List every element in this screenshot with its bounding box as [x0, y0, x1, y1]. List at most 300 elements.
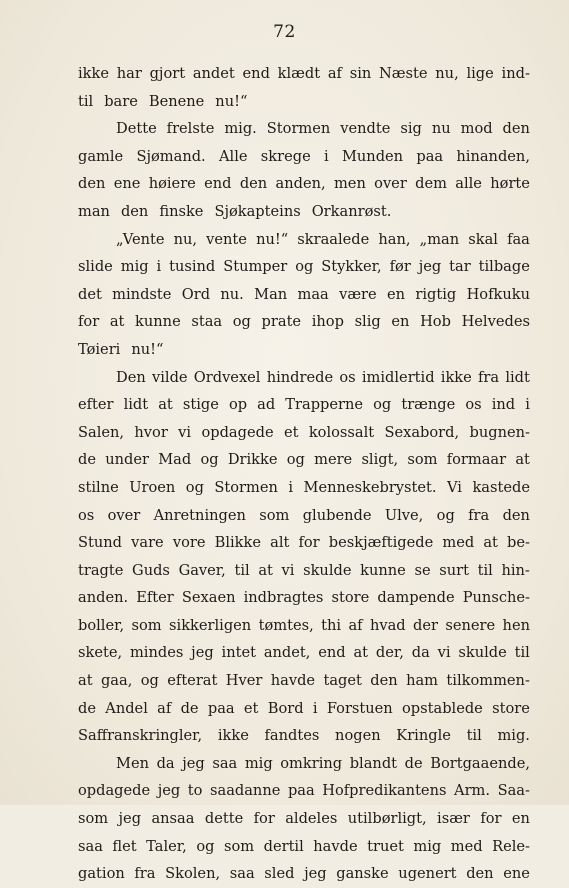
word: gation [78, 865, 125, 883]
word: sikkerligen [169, 616, 252, 634]
text-line [78, 88, 530, 116]
word: ihop [311, 313, 344, 331]
text-line [78, 833, 530, 861]
word: Punsche- [462, 589, 530, 607]
word: høiere [148, 175, 196, 193]
word: fandtes [264, 727, 320, 745]
word: mig. [497, 727, 530, 745]
word: mig [413, 837, 442, 855]
word: Kringle [396, 727, 451, 745]
word: nu!“ [215, 92, 248, 110]
text-line [78, 364, 530, 392]
word: vilde [151, 368, 188, 386]
word: surt [439, 561, 469, 579]
word: vi [281, 561, 295, 579]
word: og [185, 478, 204, 496]
word: i [156, 258, 162, 276]
word: nu, [435, 65, 459, 82]
word: som [131, 616, 162, 634]
word: Menneskebrystet. [303, 478, 437, 496]
word: mig. [224, 120, 257, 138]
word: gaa, [100, 672, 133, 690]
word: den [502, 506, 530, 524]
word: for [78, 313, 100, 331]
word: til [514, 644, 530, 662]
word: vente [206, 230, 247, 248]
word: man [78, 202, 110, 220]
word: fra [478, 368, 500, 386]
word: at [258, 561, 273, 579]
word: beskjæftigede [328, 534, 434, 552]
word: bare [104, 92, 138, 110]
text-line [78, 115, 530, 143]
word: sligt, [361, 451, 399, 469]
word: Benene [148, 92, 205, 110]
word: ham [406, 672, 439, 690]
word: under [105, 451, 149, 469]
word: senere [445, 616, 496, 634]
word: hin- [501, 561, 530, 579]
text-line [78, 502, 530, 530]
text-line [78, 308, 530, 336]
word: thi [321, 616, 342, 634]
word: Dette [116, 120, 157, 138]
word: Sexaen [181, 589, 236, 607]
word: hørte [490, 175, 530, 193]
word: skraalede [297, 230, 370, 248]
word: jeg [304, 865, 327, 883]
word: de [404, 754, 423, 772]
word: kunne [135, 313, 181, 331]
word: Gaver, [178, 561, 226, 579]
word: taget [323, 672, 362, 690]
word: omkring [280, 754, 343, 772]
word: af [348, 616, 363, 634]
text-line [78, 529, 530, 557]
word: jeg [418, 258, 442, 276]
word: tar [449, 258, 471, 276]
word: som [407, 451, 438, 469]
word: at [109, 313, 125, 331]
text-line [78, 391, 530, 419]
word: saadanne [210, 782, 281, 800]
word: ikke [78, 65, 109, 82]
word: dette [204, 810, 244, 828]
text-line [78, 612, 530, 640]
word: for [253, 810, 275, 828]
word: Bord [267, 699, 304, 717]
word: Vi [447, 478, 462, 496]
word: kunne [360, 561, 406, 579]
word: Drikke [227, 451, 278, 469]
word: et [283, 423, 299, 441]
word: til [477, 561, 493, 579]
word: jeg [191, 644, 214, 662]
word: aldeles [285, 810, 338, 828]
word: et [243, 699, 259, 717]
word: Men [116, 754, 149, 772]
word: der, [375, 644, 404, 662]
word: vare [131, 534, 164, 552]
word: Stykker, [321, 258, 382, 276]
word: den [370, 672, 398, 690]
word: Orkanrøst. [311, 202, 392, 220]
word: Stund [78, 534, 123, 552]
word: Ulve, [384, 506, 424, 524]
word: for [480, 810, 502, 828]
word: hen [502, 616, 530, 634]
word: vore [172, 534, 206, 552]
word: imidlertid [361, 368, 435, 386]
word: Saffranskringler, [78, 727, 203, 745]
word: skulde [458, 644, 507, 662]
text-line [78, 170, 530, 198]
word: med [450, 837, 483, 855]
word: Hver [225, 672, 263, 690]
word: hvor [134, 423, 168, 441]
word: fra [468, 506, 490, 524]
word: „Vente [116, 230, 165, 248]
word: maa [297, 285, 329, 303]
word: „man [419, 230, 460, 248]
word: trænge [401, 396, 456, 414]
word: mindste [112, 285, 172, 303]
word: og [232, 313, 251, 331]
word: Mad [158, 451, 192, 469]
word: Forstuen [326, 699, 393, 717]
word: slide [78, 258, 113, 276]
word: ikke [217, 727, 249, 745]
word: i [525, 396, 530, 414]
word: en [387, 285, 406, 303]
word: Helvedes [461, 313, 530, 331]
word: vi [437, 644, 451, 662]
word: Stormen [266, 120, 331, 138]
word: skete, [78, 644, 123, 662]
word: Sjømand. [136, 147, 206, 165]
word: Sjøkapteins [214, 202, 301, 220]
word: nu. [220, 285, 244, 303]
word: Ord [181, 285, 211, 303]
word: store [331, 589, 370, 607]
word: skal [468, 230, 498, 248]
word: kastede [472, 478, 530, 496]
word: som [78, 810, 109, 828]
word: vi [178, 423, 192, 441]
word: nogen [335, 727, 381, 745]
word: truet [367, 837, 404, 855]
word: Man [254, 285, 288, 303]
text-line [78, 860, 530, 888]
word: to [187, 782, 203, 800]
word: være [339, 285, 377, 303]
word: tømtes, [258, 616, 314, 634]
word: Munden [341, 147, 404, 165]
word: Alle [218, 147, 248, 165]
word: paa [416, 147, 444, 165]
text-line [78, 722, 530, 750]
word: over [374, 175, 407, 193]
word: ind- [501, 65, 530, 82]
word: den [466, 865, 494, 883]
word: til [234, 561, 250, 579]
text-line [78, 805, 530, 833]
word: mig [120, 258, 149, 276]
word: op [228, 396, 248, 414]
word: faa [507, 230, 530, 248]
word: at [158, 396, 173, 414]
word: saa [78, 837, 103, 855]
word: os [465, 396, 482, 414]
word: efter [78, 396, 114, 414]
word: saa [212, 754, 238, 772]
word: men [333, 175, 366, 193]
word: dampende [377, 589, 455, 607]
word: de [78, 451, 96, 469]
text-line [78, 557, 530, 585]
word: en [511, 810, 530, 828]
word: boller, [78, 616, 125, 634]
word: finske [159, 202, 204, 220]
text-line [78, 226, 530, 254]
word: ad [257, 396, 276, 414]
word: og [436, 506, 455, 524]
word: lidt [123, 396, 149, 414]
text-line [78, 60, 530, 88]
word: en [391, 313, 410, 331]
word: Hob [420, 313, 451, 331]
word: skulde [303, 561, 352, 579]
word: tilbage [478, 258, 530, 276]
word: efterat [167, 672, 218, 690]
word: sig [400, 120, 422, 138]
word: af [327, 65, 342, 82]
word: hvad [369, 616, 406, 634]
word: Rele- [492, 837, 530, 855]
word: alle [455, 175, 482, 193]
word: ene [503, 865, 530, 883]
word: frelste [166, 120, 215, 138]
word: dertil [263, 837, 304, 855]
word: ansaa [151, 810, 195, 828]
word: utilbørligt, [347, 810, 427, 828]
text-line [78, 419, 530, 447]
word: Hofpredikantens [322, 782, 447, 800]
word: nu, [173, 230, 198, 248]
word: flet [112, 837, 137, 855]
word: Guds [132, 561, 170, 579]
word: nu!“ [256, 230, 289, 248]
word: stilne [78, 478, 119, 496]
word: Den [116, 368, 146, 386]
text-line [78, 695, 530, 723]
word: der [413, 616, 438, 634]
word: end [318, 644, 346, 662]
word: især [437, 810, 470, 828]
text-line [78, 446, 530, 474]
word: og [373, 396, 392, 414]
word: Stumper [223, 258, 288, 276]
word: staa [191, 313, 223, 331]
word: jeg [182, 754, 205, 772]
word: det [78, 285, 102, 303]
word: se [414, 561, 431, 579]
word: lidt [505, 368, 530, 386]
word: paa [287, 782, 315, 800]
word: hindrede [266, 368, 334, 386]
word: saa [229, 865, 255, 883]
word: ugenert [398, 865, 457, 883]
word: gamle [78, 147, 124, 165]
word: og [286, 451, 305, 469]
word: gjort [149, 65, 186, 82]
word: dem [415, 175, 447, 193]
word: over [107, 506, 141, 524]
word: os [339, 368, 356, 386]
text-line [78, 336, 530, 364]
word: prate [261, 313, 302, 331]
word: intet [221, 644, 256, 662]
word: ikke [440, 368, 472, 386]
word: af [157, 699, 172, 717]
word: i [324, 147, 329, 165]
word: opdagede [201, 423, 274, 441]
word: jeg [118, 810, 142, 828]
word: de [180, 699, 199, 717]
word: blandt [349, 754, 398, 772]
body-text [78, 60, 530, 888]
word: skrege [260, 147, 311, 165]
word: Salen, [78, 423, 125, 441]
word: Saa- [497, 782, 530, 800]
page-number: 72 [273, 22, 296, 42]
word: hinanden, [456, 147, 530, 165]
word: til [78, 92, 94, 110]
text-line [78, 198, 530, 226]
word: indbragtes [243, 589, 324, 607]
word: Trapperne [285, 396, 364, 414]
word: paa [207, 699, 235, 717]
word: Anretningen [153, 506, 246, 524]
word: at [483, 534, 498, 552]
word: klædt [277, 65, 321, 82]
word: vendte [340, 120, 391, 138]
word: opdagede [78, 782, 151, 800]
word: end [204, 175, 232, 193]
word: nu [431, 120, 451, 138]
word: som [223, 837, 255, 855]
text-line [78, 777, 530, 805]
text-line [78, 667, 530, 695]
word: i [312, 699, 318, 717]
word: og [295, 258, 314, 276]
word: den [120, 202, 149, 220]
word: Tøieri [78, 340, 121, 358]
word: andet [192, 65, 235, 82]
word: Ordvexel [193, 368, 261, 386]
word: i [288, 478, 294, 496]
word: jeg [157, 782, 181, 800]
word: mindes [129, 644, 184, 662]
word: anden. [78, 589, 129, 607]
word: Blikke [214, 534, 261, 552]
word: tilkommen- [446, 672, 530, 690]
word: Stormen [214, 478, 278, 496]
word: den [502, 120, 530, 138]
word: de [78, 699, 96, 717]
word: har [116, 65, 142, 82]
word: havde [270, 672, 316, 690]
word: mig [244, 754, 273, 772]
word: tragte [78, 561, 124, 579]
word: ene [113, 175, 141, 193]
word: formaar [446, 451, 507, 469]
word: han, [378, 230, 411, 248]
text-line [78, 281, 530, 309]
word: Næste [379, 65, 428, 82]
word: store [492, 699, 530, 717]
word: og [140, 672, 159, 690]
word: Sexabord, [384, 423, 460, 441]
word: da [411, 644, 430, 662]
word: Uroen [129, 478, 176, 496]
word: sled [264, 865, 295, 883]
word: som [259, 506, 290, 524]
word: glubende [302, 506, 372, 524]
text-line [78, 584, 530, 612]
word: stige [182, 396, 219, 414]
word: den [78, 175, 106, 193]
word: bugnen- [469, 423, 530, 441]
word: Skolen, [165, 865, 221, 883]
word: end [242, 65, 270, 82]
word: Efter [136, 589, 174, 607]
word: opstablede [402, 699, 483, 717]
word: sin [349, 65, 372, 82]
word: for [298, 534, 320, 552]
word: og [196, 837, 215, 855]
word: Hofkuku [466, 285, 530, 303]
word: anden, [275, 175, 326, 193]
word: ganske [336, 865, 389, 883]
word: andet, [263, 644, 311, 662]
word: Arm. [454, 782, 491, 800]
word: tusind [169, 258, 216, 276]
text-line [78, 639, 530, 667]
word: at [515, 451, 530, 469]
text-line [78, 143, 530, 171]
word: ind [491, 396, 516, 414]
word: til [466, 727, 482, 745]
word: havde [313, 837, 358, 855]
text-line [78, 253, 530, 281]
text-line [78, 750, 530, 778]
word: da [156, 754, 175, 772]
word: og [200, 451, 219, 469]
word: at [78, 672, 93, 690]
word: at [353, 644, 369, 662]
word: mod [460, 120, 493, 138]
word: Andel [105, 699, 148, 717]
text-line [78, 474, 530, 502]
word: lige [466, 65, 494, 82]
word: med [442, 534, 475, 552]
word: os [78, 506, 95, 524]
word: alt [270, 534, 290, 552]
word: mere [314, 451, 353, 469]
word: den [239, 175, 268, 193]
word: fra [134, 865, 156, 883]
